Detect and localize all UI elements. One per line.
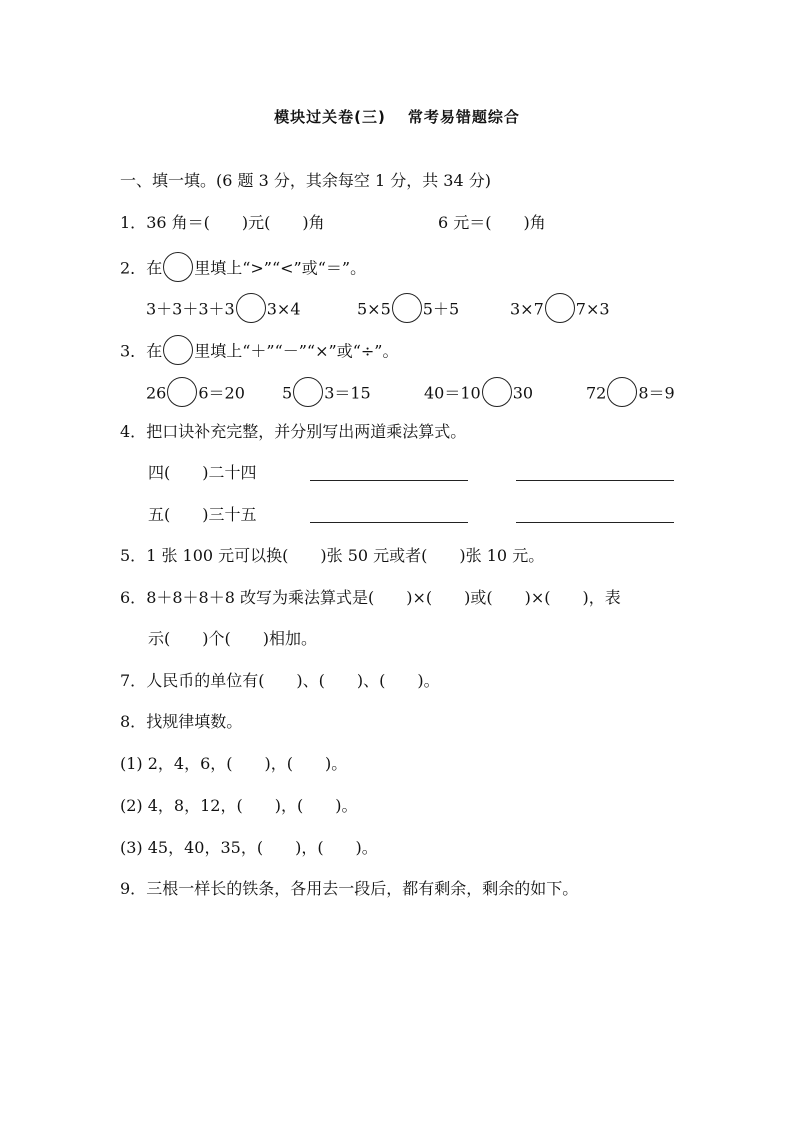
q3-item-2: 5 3＝15 bbox=[282, 379, 371, 409]
q9-number: 9． bbox=[120, 879, 147, 898]
question-5: 5．1 张 100 元可以换( )张 50 元或者( )张 10 元。 bbox=[120, 546, 545, 565]
section-heading: 一、填一填。(6 题 3 分，其余每空 1 分，共 34 分) bbox=[120, 171, 491, 190]
q7-number: 7． bbox=[120, 671, 147, 690]
title-sub: 常考易错题综合 bbox=[407, 108, 520, 126]
q1-number: 1． bbox=[120, 213, 147, 232]
q8-item-3: (3) 45，40，35，( )，( )。 bbox=[120, 838, 378, 857]
q3-number: 3． bbox=[120, 341, 147, 361]
q3-item-4: 72 8＝9 bbox=[586, 379, 675, 409]
q2-item-1: 3＋3＋3＋3 3×4 bbox=[146, 295, 301, 325]
answer-circle-icon[interactable] bbox=[607, 377, 637, 407]
q2-item-3: 3×7 7×3 bbox=[510, 295, 610, 325]
question-1 bbox=[120, 212, 325, 234]
q2-item-2: 5×5 5＋5 bbox=[357, 295, 459, 325]
answer-circle-icon[interactable] bbox=[392, 293, 422, 323]
q2-number: 2． bbox=[120, 258, 147, 278]
answer-line[interactable] bbox=[310, 522, 468, 523]
q3-item-1: 26 6＝20 bbox=[146, 379, 245, 409]
answer-line[interactable] bbox=[310, 480, 468, 481]
q1-part-a: 36 角＝( )元( )角 bbox=[146, 213, 325, 232]
question-7: 7．人民币的单位有( )、( )、( )。 bbox=[120, 671, 440, 690]
question-2: 2．在 里填上“>”“<”或“＝”。 bbox=[120, 254, 366, 284]
q4-number: 4． bbox=[120, 422, 147, 441]
question-3: 3．在 里填上“＋”“－”“×”或“÷”。 bbox=[120, 337, 398, 367]
q3-items bbox=[146, 379, 706, 409]
q6-number: 6． bbox=[120, 588, 147, 607]
compare-circle-icon bbox=[163, 252, 193, 282]
question-8: 8．找规律填数。 bbox=[120, 712, 243, 731]
q1-part-b: 6 元＝( )角 bbox=[438, 213, 546, 232]
operator-circle-icon bbox=[163, 335, 193, 365]
answer-line[interactable] bbox=[516, 522, 674, 523]
q8-number: 8． bbox=[120, 712, 147, 731]
q3-item-3: 40＝10 30 bbox=[424, 379, 533, 409]
answer-circle-icon[interactable] bbox=[167, 377, 197, 407]
q4-row-1-label: 四( )二十四 bbox=[148, 463, 257, 482]
q4-row-2-label: 五( )三十五 bbox=[148, 505, 257, 524]
q5-number: 5． bbox=[120, 546, 147, 565]
q2-items bbox=[146, 295, 706, 325]
q8-item-2: (2) 4，8，12，( )，( )。 bbox=[120, 796, 358, 815]
question-6-cont: 示( )个( )相加。 bbox=[148, 629, 317, 648]
answer-circle-icon[interactable] bbox=[236, 293, 266, 323]
answer-line[interactable] bbox=[516, 480, 674, 481]
title-main: 模块过关卷(三) bbox=[274, 108, 386, 126]
question-4: 4．把口诀补充完整，并分别写出两道乘法算式。 bbox=[120, 422, 467, 441]
question-9: 9．三根一样长的铁条，各用去一段后，都有剩余，剩余的如下。 bbox=[120, 879, 579, 898]
q8-item-1: (1) 2，4，6，( )，( )。 bbox=[120, 754, 348, 773]
answer-circle-icon[interactable] bbox=[293, 377, 323, 407]
answer-circle-icon[interactable] bbox=[482, 377, 512, 407]
question-6: 6．8＋8＋8＋8 改写为乘法算式是( )×( )或( )×( )，表 bbox=[120, 588, 621, 607]
answer-circle-icon[interactable] bbox=[545, 293, 575, 323]
page-title bbox=[0, 106, 794, 127]
